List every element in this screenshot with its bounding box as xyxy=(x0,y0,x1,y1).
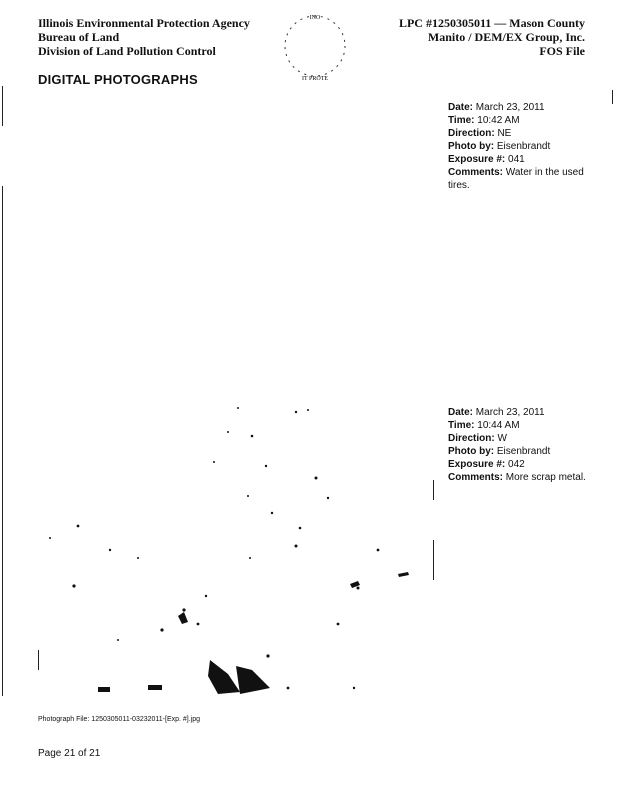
seal-text-bottom: IT PROTE xyxy=(301,76,329,82)
site-header xyxy=(399,16,585,58)
page-title: DIGITAL PHOTOGRAPHS xyxy=(38,72,198,87)
photo-border-mark xyxy=(433,540,434,580)
photo-by-label: Photo by: xyxy=(448,446,495,457)
site-name: Manito / DEM/EX Group, Inc. xyxy=(427,30,585,44)
comments-value: Water in the used tires. xyxy=(448,167,584,191)
photo-2-caption xyxy=(448,406,588,484)
direction-label: Direction: xyxy=(448,128,495,139)
direction-value: NE xyxy=(497,128,512,139)
exposure-label: Exposure #: xyxy=(448,459,506,470)
bureau-name: Bureau of Land xyxy=(38,30,120,44)
photo-2-image xyxy=(38,398,434,696)
time-value: 10:44 AM xyxy=(477,420,520,431)
edge-mark xyxy=(2,86,3,126)
agency-header xyxy=(38,16,250,58)
photo-by-value: Eisenbrandt xyxy=(496,446,551,457)
date-label: Date: xyxy=(448,407,474,418)
time-value: 10:42 AM xyxy=(477,115,520,126)
exposure-value: 041 xyxy=(508,154,525,165)
date-value: March 23, 2011 xyxy=(475,407,545,418)
time-label: Time: xyxy=(448,420,475,431)
date-value: March 23, 2011 xyxy=(475,102,545,113)
seal-text-top: INO xyxy=(309,15,321,21)
date-label: Date: xyxy=(448,102,474,113)
direction-label: Direction: xyxy=(448,433,495,444)
photo-1-image xyxy=(38,96,434,394)
photo-1-caption xyxy=(448,101,588,192)
direction-value: W xyxy=(497,433,507,444)
agency-seal-icon xyxy=(280,10,350,82)
photo-border-mark xyxy=(433,480,434,500)
photo-border-mark xyxy=(38,650,39,670)
photograph-file-name: Photograph File: 1250305011-03232011-[Exp. #].jpg xyxy=(38,716,201,723)
division-name: Division of Land Pollution Control xyxy=(38,44,216,58)
comments-label: Comments: xyxy=(448,472,504,483)
photo-by-label: Photo by: xyxy=(448,141,495,152)
file-type: FOS File xyxy=(539,44,585,58)
agency-name: Illinois Environmental Protection Agency xyxy=(38,16,250,30)
comments-label: Comments: xyxy=(448,167,504,178)
exposure-value: 042 xyxy=(508,459,525,470)
page-number: Page 21 of 21 xyxy=(38,748,101,759)
edge-mark xyxy=(612,90,613,104)
photo-by-value: Eisenbrandt xyxy=(496,141,551,152)
edge-mark xyxy=(2,186,3,696)
site-id: LPC #1250305011 — Mason County xyxy=(398,16,585,30)
time-label: Time: xyxy=(448,115,475,126)
exposure-label: Exposure #: xyxy=(448,154,506,165)
comments-value: More scrap metal. xyxy=(505,472,586,483)
